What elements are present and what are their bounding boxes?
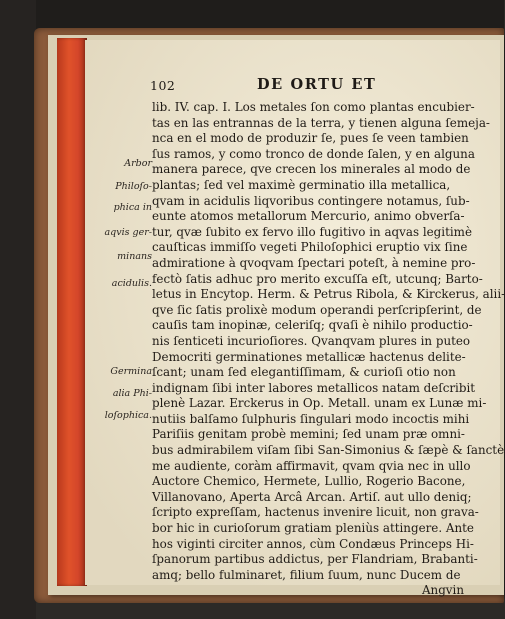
- margin-note: Germina: [110, 366, 152, 377]
- text-line: nis ſenticeti incurioſiores. Qvanqvam plures in puteo: [152, 333, 471, 348]
- text-line: Democriti germinationes metallicæ hactenus delite-: [152, 349, 466, 364]
- text-line: ſcripto expreſſam, hactenus invenire licuit, non grava-: [152, 505, 479, 520]
- body-text: [152, 100, 505, 599]
- background-top: [0, 0, 504, 30]
- margin-note: Arbor: [124, 158, 152, 169]
- text-line: qve ſic ſatis prolixè modum operandi perſcripſerint, de: [152, 302, 482, 317]
- text-line: plenè Lazar. Erckerus in Op. Metall. unam ex Lunæ mi-: [152, 396, 487, 411]
- margin-note: Philoſo-: [115, 181, 152, 192]
- margin-note: phica in: [113, 202, 152, 213]
- text-line: nca en el modo de produzir ſe, pues ſe veen tambien: [152, 131, 469, 146]
- margin-note: loſophica.: [104, 410, 152, 421]
- text-line: cauſticas immiſſo vegeti Philoſophici eruptio vix ſine: [152, 240, 468, 255]
- text-line: Villanovano, Aperta Arcâ Arcan. Artiſ. aut ullo deniq;: [152, 489, 472, 504]
- text-line: ſpanorum partibus addictus, per Flandriam, Brabanti-: [152, 552, 478, 567]
- text-line: bor hic in curioſorum gratiam pleniùs attingere. Ante: [152, 521, 474, 536]
- text-line: me audiente, coràm affirmavit, qvam qvia nec in ullo: [152, 458, 471, 473]
- text-line: eunte atomos metallorum Mercurio, animo obverſa-: [152, 209, 465, 224]
- margin-note: acidulis.: [111, 278, 152, 289]
- text-line: cauſis tam inopinæ, celeriſq; qvaſi è nihilo productio-: [152, 318, 473, 333]
- text-line: letus in Encytop. Herm. & Petrus Ribola, & Kirckerus, alii-: [152, 287, 505, 302]
- margin-note: aqvis ger-: [104, 227, 152, 238]
- text-line: plantas; ſed vel maximè germinatio illa metallica,: [152, 177, 451, 192]
- text-line: admiratione à qvoqvam ſpectari poteſt, à nemine pro-: [152, 255, 476, 270]
- background-left: [0, 0, 36, 619]
- text-line: manera parece, qve crecen los minerales al modo de: [152, 162, 471, 177]
- text-line: tur, qvæ ſubito ex fervo illo fugitivo in aqvas legitimè: [152, 224, 472, 239]
- text-line: Auctore Chemico, Hermete, Lullio, Rogerio Bacone,: [152, 474, 466, 489]
- text-line: indignam ſibi inter labores metallicos natam deſcribit: [152, 380, 476, 395]
- text-line: lib. IV. cap. I. Los metales ſon como plantas encubier-: [152, 100, 475, 114]
- text-line: amq; bello fulminaret, filium ſuum, nunc Ducem de: [152, 567, 461, 582]
- text-line: tas en las entrannas de la terra, y tienen alguna ſemeja-: [152, 115, 490, 130]
- catchword: Angvin: [421, 583, 464, 598]
- running-head: [150, 78, 450, 96]
- text-line: Pariſiis genitam probè memini; ſed unam præ omni-: [152, 427, 465, 442]
- text-line: fectò ſatis adhuc pro merito excuſſa eſt, utcunq; Barto-: [152, 271, 483, 286]
- text-line: bus admirabilem viſam ſibi San-Simonius & ſæpè & ſanctè: [152, 443, 505, 458]
- text-line: ſcant; unam ſed elegantiſſimam, & curioſi otio non: [152, 365, 456, 380]
- text-line: hos viginti circiter annos, cùm Condæus Princeps Hi-: [152, 536, 474, 551]
- red-page-edge: [57, 38, 87, 586]
- running-title: DE ORTU ET: [257, 76, 377, 93]
- page-number: 102: [150, 78, 176, 93]
- margin-note: alia Phi-: [112, 388, 152, 399]
- margin-note: minans: [117, 251, 152, 262]
- text-line: ſus ramos, y como tronco de donde ſalen, y en alguna: [152, 146, 475, 161]
- text-line: nutiis balſamo ſulphuris ſingulari modo incoctis mihi: [152, 411, 470, 426]
- text-line: qvam in acidulis liqvoribus contingere notamus, ſub-: [152, 193, 470, 208]
